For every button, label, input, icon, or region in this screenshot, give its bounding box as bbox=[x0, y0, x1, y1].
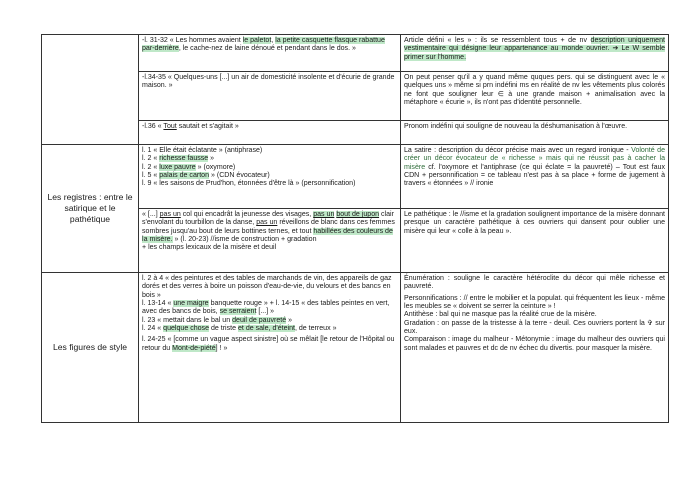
text-line bbox=[142, 172, 397, 180]
text-run: Pronom indéfini qui souligne de nouveau la déshumanisation à l'œuvre. bbox=[404, 123, 628, 130]
highlighted-text: palais de carton bbox=[159, 172, 210, 180]
lexical-fields-note: + les champs lexicaux de la misère et deuil bbox=[142, 244, 277, 252]
text-run: [...] » bbox=[256, 308, 275, 316]
text-run: l. 13-14 « bbox=[142, 300, 174, 308]
text-run: Article défini « les » : ils se ressemblent tous + de nv bbox=[404, 37, 591, 44]
text-line bbox=[142, 74, 397, 91]
text-run: Le pathétique : le //isme et la gradation soulignent importance de la misère donnant presque un caractère pathétique à ces ouvriers qui dansent pour oublier une misère qui leur « colle à la peau ». bbox=[404, 211, 665, 235]
text-run: Antithèse : bal qui ne masque pas la réalité crue de la misère. bbox=[404, 311, 597, 319]
underlined-text: pas un bbox=[256, 219, 278, 227]
text-run: l. 5 « bbox=[142, 172, 160, 180]
text-run: cf. l'oxymore et l'antiphrase (ce qui éclate = la pauvreté) – Tout est faux CDN + personnification = ce tableau n'est pas à sa place + forme de jugement à travers « étonnées » // ironie bbox=[404, 163, 665, 188]
table-row bbox=[42, 273, 669, 423]
text-run: » (oxymore) bbox=[195, 163, 236, 171]
quote-cell bbox=[139, 209, 401, 273]
highlighted-text: se serraient bbox=[219, 308, 257, 316]
underlined-text: Tout bbox=[163, 123, 177, 130]
text-run: -l.34-35 « Quelques-uns [...] un air de domesticité insolente et d'écurie de grande maison. » bbox=[142, 74, 395, 90]
text-run: La satire : description du décor précise mais avec un regard ironique - bbox=[404, 147, 632, 154]
text-run: ] ! » bbox=[215, 344, 228, 352]
highlighted-text: et de sale, d'éteint bbox=[237, 325, 295, 333]
text-run: réveillons de blanc dans ces femmes sombres jusqu'au bout de leurs bottines ternes, et tout bbox=[142, 219, 395, 235]
text-line bbox=[142, 317, 397, 325]
text-line bbox=[404, 123, 665, 131]
text-line bbox=[142, 164, 397, 172]
text-run: On peut penser qu'il a y quand même quques pers. qui se distinguent avec le « quelques uns » même si prn indéfini ms en réalité de nv les vêtements plus colorés ne font que souligner leur ∈ à une grande maison + animalisation avec la métaphore « écurie », ils n'ont pas d'identité personnelle. bbox=[404, 74, 665, 107]
section-title-registres: Les registres : entre le satirique et le pathétique bbox=[42, 145, 139, 273]
table-row bbox=[42, 35, 669, 72]
comment-cell bbox=[401, 72, 669, 121]
highlighted-text: une maigre bbox=[173, 300, 209, 308]
highlighted-text: bout de jupon bbox=[336, 211, 380, 218]
underlined-text: pas un bbox=[159, 211, 181, 218]
text-line bbox=[142, 155, 397, 163]
highlighted-text: Mont-de-piété bbox=[172, 344, 216, 352]
text-line bbox=[142, 325, 397, 333]
text-run: clair s'envolant du tourbillon de la danse, bbox=[142, 211, 394, 227]
text-line bbox=[404, 320, 665, 337]
text-run: » (l. 20-23) //isme de construction + gradation bbox=[172, 236, 317, 244]
text-run: l. 2 à 4 « des peintures et des tables de marchands de vin, des appareils de gaz dorés et des verres à boire un poisson d'eau-de-vie, du velours et des bancs en bois » bbox=[142, 275, 392, 299]
text-line bbox=[404, 336, 665, 353]
text-run: « [...] bbox=[142, 211, 160, 218]
highlighted-text: pas un bbox=[313, 211, 335, 218]
text-run: banquette rouge » + l. 14-15 « des tables peintes en vert, avec des bancs de bois, bbox=[142, 300, 390, 316]
text-line bbox=[404, 147, 665, 189]
text-line bbox=[142, 275, 397, 300]
text-run: Personnifications : // entre le mobilier et la populat. qui fréquentent les lieux - même les meubles se « doivent se serrer la ceinture » ! bbox=[404, 294, 665, 311]
text-run: Énumération : souligne le caractère hétéroclite du décor qui mêle richesse et pauvreté. bbox=[404, 275, 665, 291]
comment-cell bbox=[401, 121, 669, 145]
text-line bbox=[142, 336, 397, 353]
highlighted-text: richesse fausse bbox=[159, 155, 209, 163]
text-run: col qui encadrât la jeunesse des visages, bbox=[180, 211, 314, 218]
text-line bbox=[142, 123, 397, 131]
quote-cell bbox=[139, 35, 401, 72]
text-run: -l.36 « bbox=[142, 123, 164, 130]
quote-cell bbox=[139, 145, 401, 209]
table-row bbox=[42, 145, 669, 209]
text-run: » bbox=[208, 155, 215, 163]
highlighted-text: deuil de pauvreté bbox=[232, 316, 287, 324]
text-run: l. 2 « bbox=[142, 163, 160, 171]
comment-cell bbox=[401, 273, 669, 423]
text-line bbox=[404, 74, 665, 107]
highlighted-text: habillées des couleurs de la misère. bbox=[142, 227, 393, 244]
text-line bbox=[142, 37, 397, 54]
text-run: » (CDN évocateur) bbox=[209, 172, 270, 180]
highlighted-text: le paletot bbox=[242, 37, 272, 44]
analysis-table bbox=[41, 34, 669, 423]
highlighted-text: la petite casquette flasque rabattue par-derrière bbox=[142, 37, 385, 53]
highlighted-text: luxe pauvre bbox=[159, 163, 196, 171]
green-text: Volonté de créer un décor évocateur de « richesse » mais qui ne réussit pas à cacher la misère bbox=[404, 147, 665, 171]
text-run: , le cache-nez de laine dénoué et pendant dans le dos. » bbox=[178, 45, 356, 53]
text-run: Comparaison : image du malheur - Métonymie : image du malheur des ouvriers qui sont malades et pauvres et dc de nv échec du divertis. pour masquer la misère. bbox=[404, 336, 665, 352]
text-line bbox=[142, 211, 397, 244]
empty-section-cell bbox=[42, 35, 139, 145]
text-run: sautait et s'agitait » bbox=[176, 123, 239, 130]
text-run: -l. 31-32 « Les hommes avaient bbox=[142, 37, 243, 44]
text-line bbox=[142, 180, 397, 188]
text-run: » bbox=[286, 316, 293, 324]
text-run: , de terreux » bbox=[294, 325, 337, 333]
quote-cell bbox=[139, 72, 401, 121]
text-run: l. 1 « Elle était éclatante » (antiphrase) bbox=[142, 147, 263, 154]
comment-cell bbox=[401, 209, 669, 273]
highlighted-text: quelque chose bbox=[163, 325, 209, 333]
text-run: l. 2 « bbox=[142, 155, 160, 163]
text-run: de triste bbox=[209, 325, 238, 333]
quote-cell bbox=[139, 273, 401, 423]
quote-cell bbox=[139, 121, 401, 145]
text-run: l. 23 « mettait dans le bal un bbox=[142, 316, 233, 324]
text-run: Gradation : on passe de la tristesse à la terre - deuil. Ces ouvriers portent la ✞ sur eux. bbox=[404, 319, 665, 336]
text-line bbox=[142, 300, 397, 317]
section-title-figures: Les figures de style bbox=[42, 273, 139, 423]
text-run: , bbox=[271, 37, 276, 44]
comment-cell bbox=[401, 35, 669, 72]
text-line bbox=[404, 311, 665, 319]
text-run: l. 9 « les saisons de Prud'hon, étonnées d'être là » (personnification) bbox=[142, 180, 356, 188]
highlighted-text: description uniquement vestimentaire qui désigne leur appartenance au monde ouvrier. ➔ Le W semble primer sur l'homme. bbox=[404, 37, 665, 61]
comment-cell bbox=[401, 145, 669, 209]
text-line bbox=[142, 147, 397, 155]
text-run: l. 24-25 « [comme un vague aspect sinistre] où se mêlait [le retour de l'Hôpital ou retour du bbox=[142, 336, 395, 352]
text-line bbox=[404, 37, 665, 62]
text-run: l. 24 « bbox=[142, 325, 164, 333]
text-line bbox=[404, 211, 665, 236]
text-line bbox=[404, 295, 665, 312]
text-line bbox=[404, 275, 665, 292]
